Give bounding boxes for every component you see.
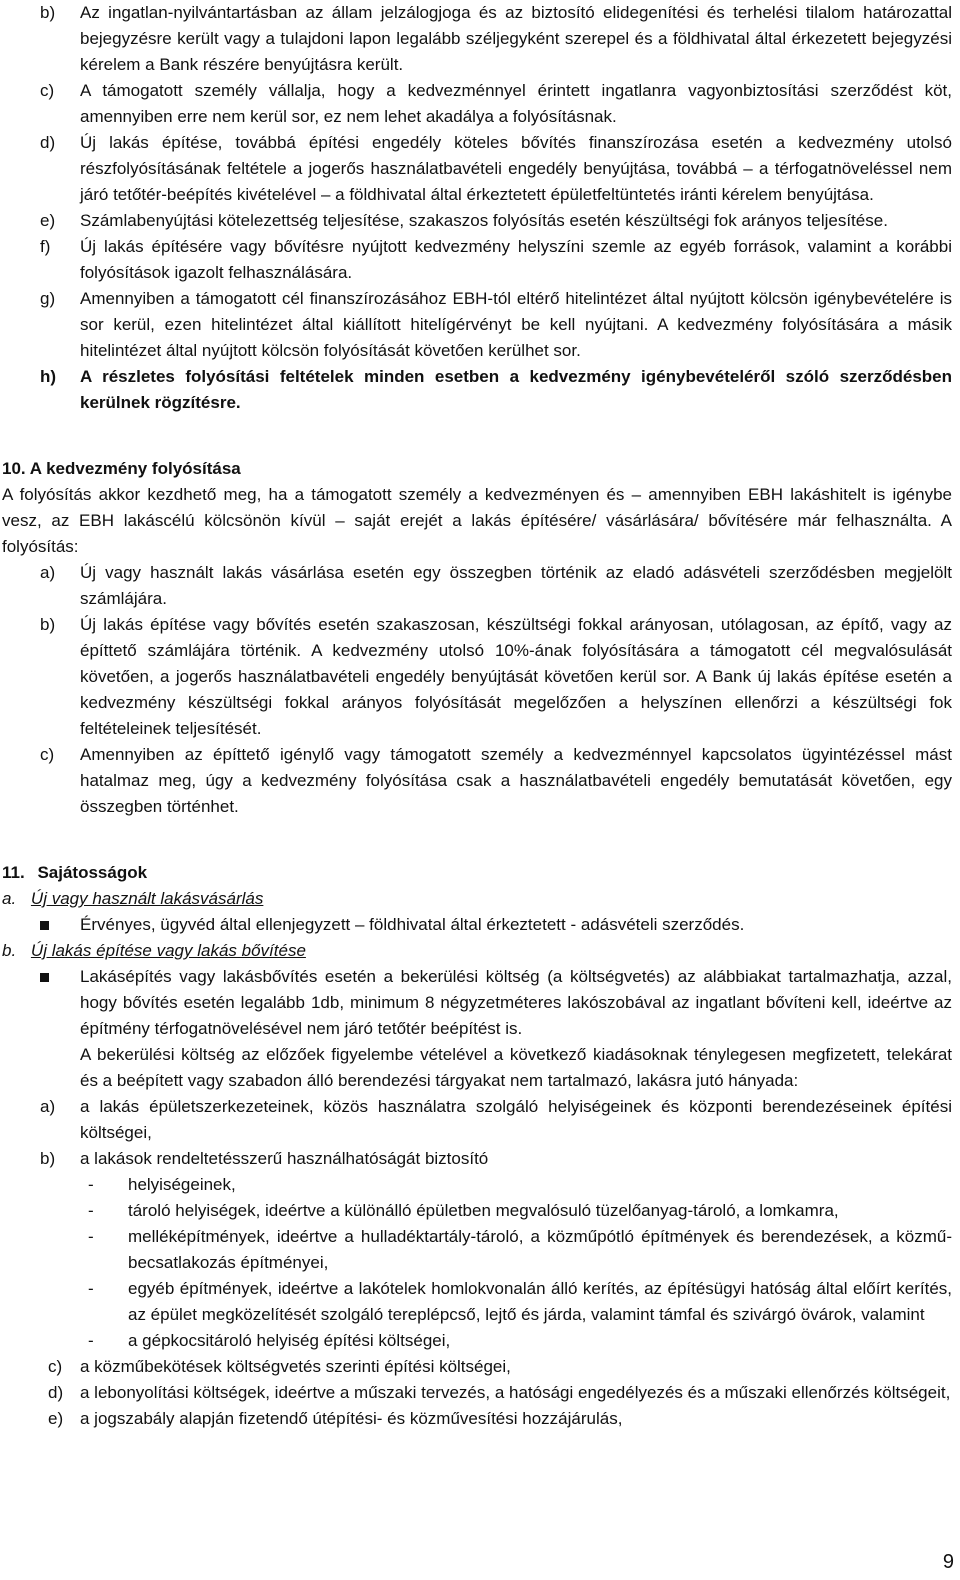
item-text: A részletes folyósítási feltételek minden esetben a kedvezmény igénybevételéről szóló szerződésben kerülnek rögzítésre. (80, 367, 952, 412)
dash-marker: - (88, 1201, 94, 1220)
dash-item (0, 1224, 952, 1276)
item-label: a) (40, 563, 56, 582)
list-item-e (0, 208, 952, 234)
dash-text: melléképítmények, ideértve a hulladéktartály-tároló, a közműpótló építmények és berendezések, a közmű-becsatlakozás építményei, (128, 1227, 952, 1272)
list-item-f (0, 234, 952, 286)
item-text: A támogatott személy vállalja, hogy a kedvezménnyel érintett ingatlanra vagyonbiztosítási szerződést köt, amennyiben erre nem kerül sor, ez nem lehet akadálya a folyósításnak. (80, 81, 952, 126)
dash-item (0, 1172, 952, 1198)
item-label: f) (40, 237, 51, 256)
list-item-g (0, 286, 952, 364)
bullet-text: Lakásépítés vagy lakásbővítés esetén a bekerülési költség (a költségvetés) az alábbiakat tartalmazhatja, azzal, hogy bővítés esetén legalább 1db, minimum 8 négyzetméteres lakószobával az ingatlant bővíteni kell, ideértve az építmény térfogatnövelésével nem járó tetőtér beépítést is. (80, 967, 952, 1038)
section-10 (2, 456, 960, 820)
subsection-title: Új vagy használt lakásvásárlás (30, 889, 264, 908)
cost-item-a (0, 1094, 952, 1146)
item-label: c) (40, 81, 55, 100)
bullet-text: Érvényes, ügyvéd által ellenjegyzett – földhivatal által érkeztetett - adásvételi szerződés. (80, 915, 745, 934)
bullet-item (0, 912, 952, 938)
page-number: 9 (942, 1551, 954, 1573)
list-item-c (0, 78, 952, 130)
item-text: a közműbekötések költségvetés szerinti építési költségei, (80, 1357, 511, 1376)
section-11 (2, 860, 960, 1432)
list-item-b (0, 0, 952, 78)
item-text: Számlabenyújtási kötelezettség teljesítése, szakaszos folyósítás esetén készültségi fok arányos teljesítése. (80, 211, 888, 230)
cost-item-b (0, 1146, 952, 1172)
cost-item-c (0, 1354, 952, 1380)
item-label: b) (40, 1149, 56, 1168)
item-text: Új lakás építése vagy bővítés esetén szakaszosan, készültségi fokkal arányosan, utólagosan, az építő, vagy az építtető számlájára történik. A kedvezmény utolsó 10%-ának folyósítására a támogatott cél megvalósulását követően, a jogerős használatbavételi engedély benyújtását követően kerül sor. A Bank új lakás építése esetén a kedvezmény készültségi fokkal arányos folyósítását megelőzően a helyszínen ellenőrzi a készültségi fok feltételeinek teljesítését. (80, 615, 952, 738)
item-label: e) (48, 1409, 64, 1428)
subsection-a (2, 886, 960, 912)
cost-item-d (0, 1380, 952, 1406)
item-label: g) (40, 289, 56, 308)
item-text: Amennyiben az építtető igénylő vagy támogatott személy a kedvezménnyel kapcsolatos ügyintézéssel mást hatalmaz meg, úgy a kedvezmény folyósítása csak a használatbavételi engedély bemutatását követően, egy összegben történhet. (80, 745, 952, 816)
dash-marker: - (88, 1331, 94, 1350)
dash-item (0, 1276, 952, 1328)
item-text: Új vagy használt lakás vásárlása esetén egy összegben történik az eladó adásvételi szerződésben megjelölt számlájára. (80, 563, 952, 608)
item-text: a jogszabály alapján fizetendő útépítési- és közművesítési hozzájárulás, (80, 1409, 623, 1428)
section-11-number: 11. (2, 863, 25, 882)
subsection-title: Új lakás építése vagy lakás bővítése (30, 941, 306, 960)
item-label: d) (40, 133, 56, 152)
item-text: Az ingatlan-nyilvántartásban az állam jelzálogjoga és az biztosító elidegenítési és terhelési tilalom határozattal bejegyzésre került vagy a tulajdoni lapon legalább széljegyként szerepel és a földhivatal által érkezetett bejegyzési kérelem a Bank részére benyújtásra került. (80, 3, 952, 74)
item-text: Új lakás építése, továbbá építési engedély köteles bővítés finanszírozása esetén a kedvezmény utolsó részfolyósításának feltétele a jogerős használatbavételi engedély benyújtása, továbbá – a térfogatnöveléssel nem járó tetőtér-beépítés kivételével – a földhivatal által érkeztetett épületfeltüntetés iránti kérelem benyújtása. (80, 133, 952, 204)
subsection-label: a. (2, 889, 17, 908)
bullet-item (0, 964, 952, 1042)
item-label: b) (40, 615, 56, 634)
section-10-item-c (0, 742, 952, 820)
section-10-item-a (0, 560, 952, 612)
item-label: h) (40, 367, 57, 386)
list-item-d (0, 130, 952, 208)
dash-marker: - (88, 1279, 94, 1298)
dash-text: tároló helyiségek, ideértve a különálló épületben megvalósuló tüzelőanyag-tároló, a lomkamra, (128, 1201, 839, 1220)
dash-marker: - (88, 1227, 94, 1246)
dash-item (0, 1198, 952, 1224)
dash-item (0, 1328, 952, 1354)
section-10-intro: A folyósítás akkor kezdhető meg, ha a támogatott személy a kedvezményen és – amennyiben EBH lakáshitelt is igénybe vesz, az EBH lakáscélú kölcsönön kívül – saját erejét a lakás építésére/ vásárlására/ bővítésére már felhasználta. A folyósítás: (2, 485, 952, 556)
item-label: c) (40, 745, 55, 764)
dash-text: helyiségeinek, (128, 1175, 236, 1194)
top-list (0, 0, 960, 416)
section-11-heading (2, 860, 960, 886)
square-bullet-icon (40, 973, 49, 982)
subsection-b (2, 938, 960, 964)
item-text: a lebonyolítási költségek, ideértve a műszaki tervezés, a hatósági engedélyezés és a műszaki ellenőrzés költségeit, (80, 1383, 951, 1402)
item-text: Új lakás építésére vagy bővítésre nyújtott kedvezmény helyszíni szemle az egyéb források, valamint a korábbi folyósítások igazolt felhasználására. (80, 237, 952, 282)
section-10-title: 10. A kedvezmény folyósítása (2, 459, 241, 478)
item-text: a lakások rendeltetésszerű használhatóságát biztosító (80, 1149, 489, 1168)
subsection-label: b. (2, 941, 17, 960)
section-10-item-b (0, 612, 952, 742)
dash-text: egyéb építmények, ideértve a lakótelek homlokvonalán álló kerítés, az építésügyi hatóság által előírt kerítés, az épület megközelítését szolgáló tereplépcső, lejtő és járda, valamint támfal és szivárgó övárok, valamint (128, 1279, 952, 1324)
cost-paragraph: A bekerülési költség az előzőek figyelembe vételével a következő kiadásoknak ténylegesen megfizetett, telekárat és a beépített vagy szabadon álló berendezési tárgyakat nem tartalmazó, lakásra jutó hányada: (80, 1045, 952, 1090)
item-label: d) (48, 1383, 64, 1402)
cost-item-e (0, 1406, 952, 1432)
square-bullet-icon (40, 921, 49, 930)
item-text: a lakás épületszerkezeteinek, közös használatra szolgáló helyiségeinek és központi berendezéseinek építési költségei, (80, 1097, 952, 1142)
item-label: e) (40, 211, 56, 230)
item-label: a) (40, 1097, 56, 1116)
item-text: Amennyiben a támogatott cél finanszírozásához EBH-tól eltérő hitelintézet által nyújtott kölcsön igénybevételére is sor kerül, ezen hitelintézet által kiállított hitelígérvényt be kell nyújtani. A kedvezmény folyósítására a másik hitelintézet által nyújtott kölcsön folyósítását követően kerülhet sor. (80, 289, 952, 360)
item-label: b) (40, 3, 56, 22)
list-item-h (0, 364, 952, 416)
item-label: c) (48, 1357, 63, 1376)
dash-text: a gépkocsitároló helyiség építési költségei, (128, 1331, 451, 1350)
section-11-title: Sajátosságok (37, 863, 148, 882)
dash-marker: - (88, 1175, 94, 1194)
